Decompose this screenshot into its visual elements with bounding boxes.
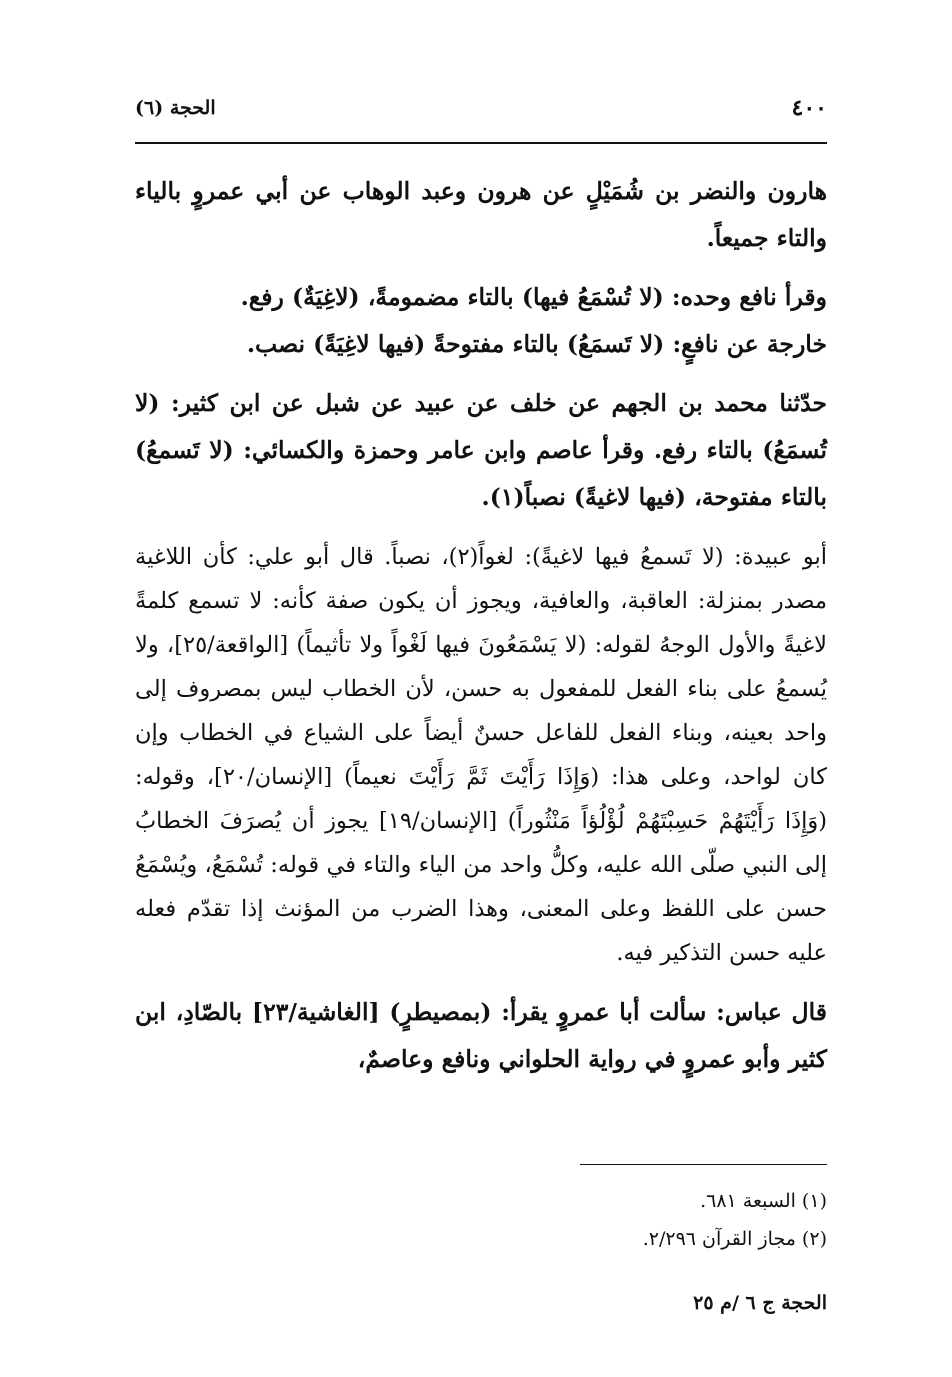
main-text: [135, 168, 827, 1083]
printer-signature: الحجة ج ٦ /م ٢٥: [693, 1292, 827, 1314]
footnote: (٢) مجاز القرآن ٢/٢٩٦.: [642, 1228, 827, 1250]
paragraph: قال عباس: سألت أبا عمروٍ يقرأ: (بمصيطرٍ) [الغاشية/٢٣] بالصّادِ، ابن كثير وأبو عمروٍ في رواية الحلواني ونافع وعاصمٌ،: [135, 998, 828, 1073]
paragraph: حدّثنا محمد بن الجهم عن خلف عن عبيد عن شبل عن ابن كثير: (لا تُسمَعُ) بالتاء رفع. وقرأ عاصم وابن عامر وحمزة والكسائي: (لا تَسمعُ) بالتاء مفتوحة، (فيها لاغيةً) نصباً(١).: [135, 389, 827, 511]
footnote-rule: [580, 1164, 827, 1165]
paragraph: أبو عبيدة: (لا تَسمعُ فيها لاغيةً): لغواً(٢)، نصباً. قال أبو علي: كأن اللاغية مصدر بمنزلة: العاقبة، والعافية، ويجوز أن يكون صفة كأنه: لا تسمع كلمةً لاغيةً والأول الوجهُ لقوله: (لا يَسْمَعُونَ فيها لَغْواً ولا تأثيماً) [الواقعة/٢٥]، ولا يُسمعُ على بناء الفعل للمفعول به حسن، لأن الخطاب ليس بمصروف إلى واحد بعينه، وبناء الفعل للفاعل حسنٌ أيضاً على الشياع في الخطاب وإن كان لواحد، وعلى هذا: (وَإِذَا رَأَيْتَ ثَمَّ رَأَيْتَ نعيماً) [الإنسان/٢٠]، وقوله: (وَإِذَا رَأَيْتَهُمْ حَسِبْتَهُمْ لُؤْلُؤاً مَنْثُوراً) [الإنسان/١٩] يجوز أن يُصرَفَ الخطابُ إلى النبي صلّى الله عليه، وكلُّ واحد من الياء والتاء في قوله: تُسْمَعُ، ويُسْمَعُ حسن على اللفظ وعلى المعنى، وهذا الضرب من المؤنث إذا تقدّم فعله عليه حسن التذكير فيه.: [135, 544, 828, 966]
paragraph: هارون والنضر بن شُمَيْلٍ عن هرون وعبد الوهاب عن أبي عمروٍ بالياء والتاء جميعاً.: [135, 177, 827, 252]
paragraph: وقرأ نافع وحده: (لا تُسْمَعُ فيها) بالتاء مضمومةً، (لاغِيَةٌ) رفع.: [240, 283, 827, 311]
header-rule: [135, 142, 827, 144]
page-number: ٤٠٠: [791, 95, 827, 121]
footnote: (١) السبعة ٦٨١.: [700, 1190, 827, 1212]
footnotes: [135, 1182, 827, 1258]
running-title: الحجة (٦): [135, 97, 216, 119]
page-header: [135, 92, 827, 124]
paragraph: خارجة عن نافعٍ: (لا تَسمَعُ) بالتاء مفتوحةً (فيها لاغِيَةً) نصب.: [246, 330, 827, 358]
